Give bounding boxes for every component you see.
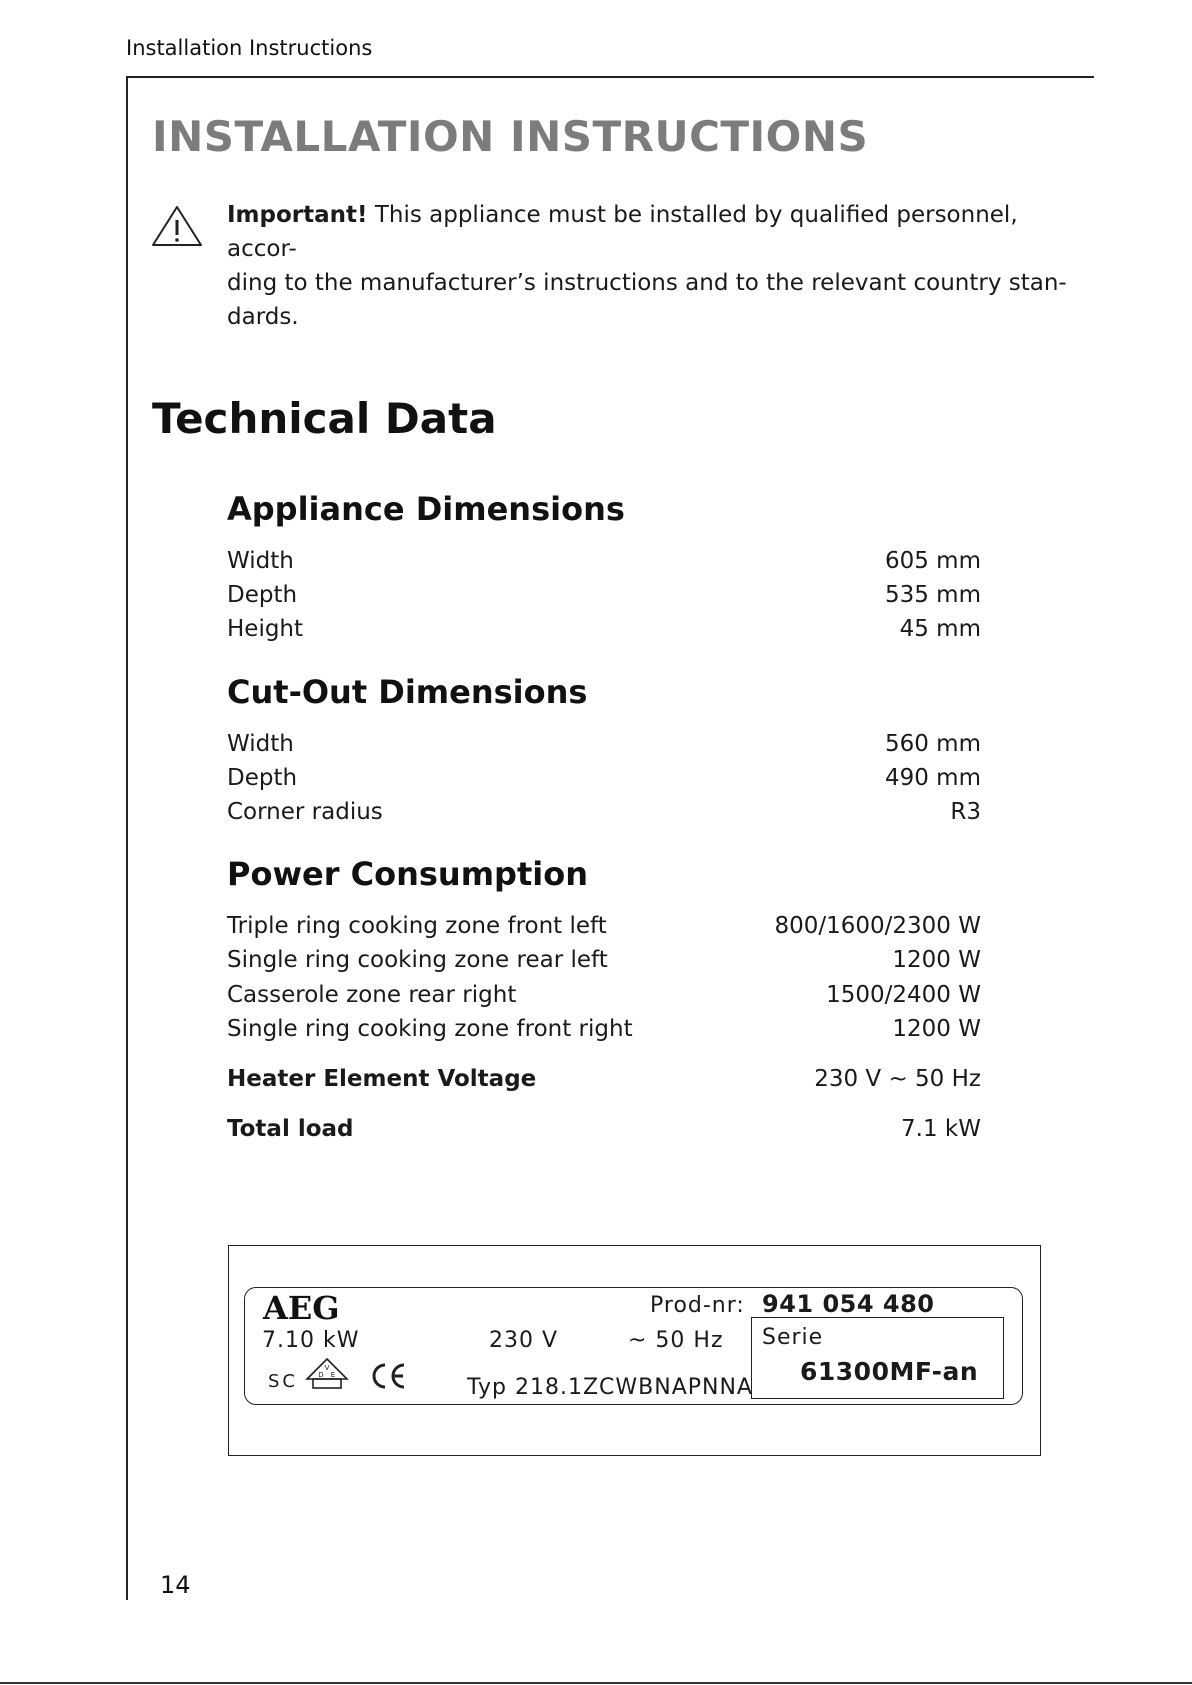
voltage-label: Heater Element Voltage bbox=[227, 1066, 537, 1092]
row-label: Width bbox=[227, 731, 294, 757]
row-label: Single ring cooking zone rear left bbox=[227, 947, 608, 973]
plate-power: 7.10 kW bbox=[262, 1328, 360, 1353]
total-load-label: Total load bbox=[227, 1116, 354, 1142]
row-value: 1200 W bbox=[892, 1016, 981, 1042]
appliance-dimensions-title: Appliance Dimensions bbox=[227, 490, 625, 528]
warning-text bbox=[227, 198, 1077, 334]
page-number: 14 bbox=[160, 1571, 191, 1599]
row-label: Height bbox=[227, 616, 304, 642]
row-label: Width bbox=[227, 548, 294, 574]
total-load-value: 7.1 kW bbox=[901, 1116, 981, 1142]
serie-label: Serie bbox=[762, 1325, 824, 1350]
voltage-value: 230 V ~ 50 Hz bbox=[814, 1066, 981, 1092]
vde-mark-icon bbox=[304, 1356, 350, 1392]
svg-text:D: D bbox=[318, 1371, 324, 1379]
serie-value: 61300MF-an bbox=[800, 1357, 979, 1386]
table-row bbox=[227, 578, 981, 612]
table-row bbox=[227, 978, 981, 1012]
cutout-dimensions-title: Cut-Out Dimensions bbox=[227, 673, 588, 711]
table-row bbox=[227, 795, 981, 829]
total-load-row bbox=[227, 1112, 981, 1146]
prod-label: Prod-nr: bbox=[650, 1293, 745, 1318]
warning-line-3: dards. bbox=[227, 304, 299, 330]
warning-triangle-icon bbox=[150, 204, 204, 250]
plate-frequency: ~ 50 Hz bbox=[628, 1328, 724, 1353]
row-value: 535 mm bbox=[884, 582, 981, 608]
table-row bbox=[227, 943, 981, 977]
row-value: 800/1600/2300 W bbox=[774, 913, 981, 939]
row-label: Single ring cooking zone front right bbox=[227, 1016, 633, 1042]
table-row bbox=[227, 1012, 981, 1046]
running-head: Installation Instructions bbox=[126, 36, 373, 60]
row-value: R3 bbox=[950, 799, 981, 825]
row-value: 1200 W bbox=[892, 947, 981, 973]
table-row bbox=[227, 727, 981, 761]
row-value: 1500/2400 W bbox=[826, 982, 981, 1008]
plate-voltage: 230 V bbox=[489, 1328, 559, 1353]
brand-logo: AEG bbox=[263, 1289, 340, 1327]
svg-text:E: E bbox=[330, 1371, 336, 1379]
table-row bbox=[227, 612, 981, 646]
row-label: Depth bbox=[227, 765, 298, 791]
header-rule bbox=[126, 76, 1094, 78]
table-row bbox=[227, 909, 981, 943]
row-label: Casserole zone rear right bbox=[227, 982, 517, 1008]
bottom-rule bbox=[0, 1682, 1192, 1684]
row-value: 45 mm bbox=[899, 616, 981, 642]
margin-rule bbox=[126, 76, 128, 1600]
row-value: 605 mm bbox=[884, 548, 981, 574]
row-label: Depth bbox=[227, 582, 298, 608]
plate-sc: SC bbox=[268, 1371, 298, 1392]
voltage-row bbox=[227, 1062, 981, 1096]
plate-typ: Typ 218.1ZCWBNAPNNA bbox=[467, 1375, 753, 1400]
warning-line-2: ding to the manufacturer’s instructions and to the relevant country stan- bbox=[227, 270, 1067, 296]
row-value: 490 mm bbox=[884, 765, 981, 791]
ce-mark-icon bbox=[368, 1360, 408, 1392]
power-consumption-title: Power Consumption bbox=[227, 855, 588, 893]
table-row bbox=[227, 544, 981, 578]
row-label: Corner radius bbox=[227, 799, 383, 825]
warning-label: Important! bbox=[227, 202, 368, 228]
section-title: Technical Data bbox=[152, 394, 497, 443]
table-row bbox=[227, 761, 981, 795]
main-title: INSTALLATION INSTRUCTIONS bbox=[152, 112, 869, 161]
svg-text:V: V bbox=[324, 1364, 330, 1372]
row-label: Triple ring cooking zone front left bbox=[227, 913, 607, 939]
warning-line-1: This appliance must be installed by qualified personnel, accor- bbox=[227, 202, 1018, 262]
prod-value: 941 054 480 bbox=[762, 1290, 935, 1318]
row-value: 560 mm bbox=[884, 731, 981, 757]
